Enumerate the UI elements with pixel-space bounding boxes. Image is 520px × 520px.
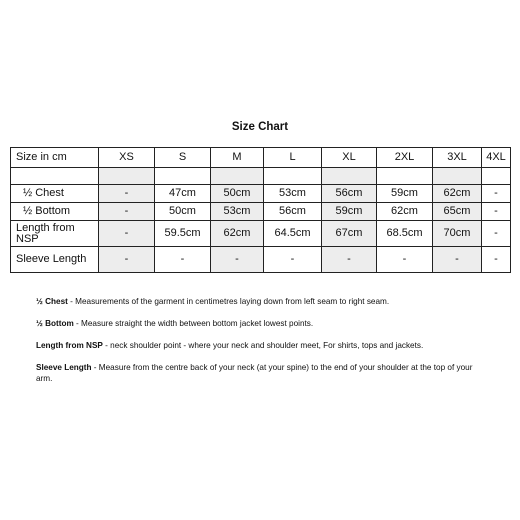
table-cell: 62cm [433, 185, 482, 203]
table-cell: - [211, 247, 264, 273]
table-cell: 59.5cm [155, 221, 211, 247]
header-cell-xl: XL [322, 148, 377, 168]
table-row [11, 221, 511, 247]
note-term: Length from NSP [36, 341, 103, 350]
header-cell-4xl: 4XL [482, 148, 511, 168]
table-row [11, 203, 511, 221]
header-cell-size: Size in cm [11, 148, 99, 168]
header-cell-2xl: 2XL [377, 148, 433, 168]
note-length [36, 340, 486, 351]
header-cell-s: S [155, 148, 211, 168]
table-cell: - [99, 185, 155, 203]
table-cell: 62cm [211, 221, 264, 247]
table-cell: 56cm [322, 185, 377, 203]
note-text: - neck shoulder point - where your neck and shoulder meet, For shirts, tops and jackets. [102, 341, 424, 350]
row-label: Length from NSP [11, 221, 99, 247]
table-row [11, 247, 511, 273]
page-title: Size Chart [231, 121, 289, 133]
table-cell: - [482, 203, 511, 221]
table-cell: 59cm [377, 185, 433, 203]
table-cell: 70cm [433, 221, 482, 247]
spacer-cell [155, 168, 211, 185]
table-cell: 47cm [155, 185, 211, 203]
table-cell: - [377, 247, 433, 273]
table-cell: - [155, 247, 211, 273]
table-cell: 59cm [322, 203, 377, 221]
note-text: - Measurements of the garment in centimetres laying down from left seam to right seam. [67, 297, 390, 306]
header-cell-l: L [264, 148, 322, 168]
table-cell: - [99, 247, 155, 273]
table-header-row [11, 148, 511, 168]
table-cell: 50cm [211, 185, 264, 203]
header-cell-3xl: 3XL [433, 148, 482, 168]
measurement-notes [36, 296, 486, 395]
table-cell: - [99, 203, 155, 221]
note-bottom [36, 318, 486, 329]
table-cell: 62cm [377, 203, 433, 221]
table-row [11, 185, 511, 203]
row-label: ½ Bottom [11, 203, 99, 221]
spacer-cell [433, 168, 482, 185]
row-label: ½ Chest [11, 185, 99, 203]
spacer-cell [99, 168, 155, 185]
table-cell: 68.5cm [377, 221, 433, 247]
spacer-cell [211, 168, 264, 185]
note-text: - Measure from the centre back of your neck (at your spine) to the end of your shoulder at the top of your arm. [36, 363, 473, 383]
table-cell: - [482, 221, 511, 247]
size-chart-table [10, 147, 511, 273]
table-cell: 53cm [264, 185, 322, 203]
table-cell: - [322, 247, 377, 273]
table-cell: 64.5cm [264, 221, 322, 247]
note-sleeve [36, 362, 486, 384]
note-text: - Measure straight the width between bottom jacket lowest points. [73, 319, 314, 328]
spacer-cell [377, 168, 433, 185]
table-cell: - [264, 247, 322, 273]
table-cell: 53cm [211, 203, 264, 221]
table-cell: 65cm [433, 203, 482, 221]
note-term: Sleeve Length [36, 363, 92, 372]
spacer-cell [322, 168, 377, 185]
table-cell: - [482, 185, 511, 203]
spacer-cell [264, 168, 322, 185]
note-term: ½ Bottom [36, 319, 74, 328]
header-cell-m: M [211, 148, 264, 168]
header-cell-xs: XS [99, 148, 155, 168]
row-label: Sleeve Length [11, 247, 99, 273]
table-cell: - [99, 221, 155, 247]
note-chest [36, 296, 486, 307]
table-cell: 50cm [155, 203, 211, 221]
note-term: ½ Chest [36, 297, 68, 306]
table-cell: - [482, 247, 511, 273]
table-spacer-row [11, 168, 511, 185]
spacer-cell [482, 168, 511, 185]
table-cell: - [433, 247, 482, 273]
table-cell: 67cm [322, 221, 377, 247]
table-cell: 56cm [264, 203, 322, 221]
spacer-cell [11, 168, 99, 185]
